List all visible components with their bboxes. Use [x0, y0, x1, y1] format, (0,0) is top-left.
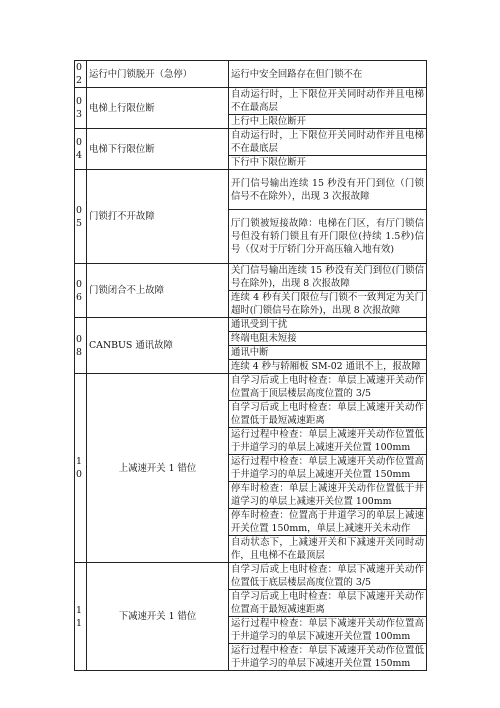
- fault-condition-cell: 通讯受到干扰: [229, 318, 427, 332]
- fault-name-cell: 电梯上行限位断: [87, 88, 229, 129]
- fault-name-cell: 门锁打不开故障: [87, 170, 229, 264]
- fault-code-cell: 03: [75, 88, 87, 129]
- table-row: [75, 318, 427, 332]
- fault-table-body: [75, 61, 427, 671]
- fault-condition-cell: 自学习后或上电时检查：单层下减速开关动作位置低于底层楼层高度位置的 3/5: [229, 563, 427, 590]
- fault-name-cell: 运行中门锁脱开（急停）: [87, 61, 229, 88]
- fault-condition-cell: 运行中安全回路存在但门锁不在: [229, 61, 427, 88]
- fault-condition-cell: 停车时检查：位置高于井道学习的单层上减速开关位置 150mm，单层上减速开关未动作: [229, 509, 427, 536]
- fault-code-cell: 05: [75, 170, 87, 264]
- table-row: [75, 88, 427, 115]
- table-row: [75, 563, 427, 590]
- fault-condition-cell: 连续 4 秒有关门限位与门锁不一致判定为关门超时(门锁信号在除外)，出现 8 次报故障: [229, 291, 427, 318]
- table-row: [75, 170, 427, 210]
- fault-condition-cell: 开门信号输出连续 15 秒没有开门到位（门锁信号不在除外），出现 3 次报故障: [229, 170, 427, 210]
- fault-condition-cell: 自学习后或上电时检查：单层下减速开关动作位置高于最短减速距离: [229, 590, 427, 617]
- table-row: [75, 264, 427, 291]
- table-row: [75, 61, 427, 88]
- fault-condition-cell: 下行中下限位断开: [229, 156, 427, 170]
- table-row: [75, 374, 427, 401]
- fault-condition-cell: 运行过程中检查：单层下减速开关动作位置高于井道学习的单层下减速开关位置 100mm: [229, 617, 427, 644]
- fault-condition-cell: 自学习后或上电时检查：单层上减速开关动作位置高于顶层楼层高度位置的 3/5: [229, 374, 427, 401]
- fault-name-cell: 电梯下行限位断: [87, 129, 229, 170]
- fault-condition-cell: 连续 4 秒与轿厢板 SM-02 通讯不上，报故障: [229, 360, 427, 374]
- fault-condition-cell: 运行过程中检查：单层上减速开关动作位置高于井道学习的单层上减速开关位置 150mm: [229, 455, 427, 482]
- fault-code-cell: 10: [75, 374, 87, 563]
- fault-code-cell: 11: [75, 563, 87, 671]
- fault-condition-cell: 上行中上限位断开: [229, 115, 427, 129]
- fault-code-cell: 06: [75, 264, 87, 318]
- fault-code-cell: 04: [75, 129, 87, 170]
- fault-name-cell: 门锁闭合不上故障: [87, 264, 229, 318]
- fault-name-cell: 上减速开关 1 错位: [87, 374, 229, 563]
- fault-condition-cell: 自动运行时，上下限位开关同时动作并且电梯不在最底层: [229, 129, 427, 156]
- fault-condition-cell: 关门信号输出连续 15 秒没有关门到位(门锁信号在除外)，出现 8 次报故障: [229, 264, 427, 291]
- fault-condition-cell: 通讯中断: [229, 346, 427, 360]
- fault-name-cell: CANBUS 通讯故障: [87, 318, 229, 374]
- fault-code-table: [74, 60, 427, 671]
- fault-condition-cell: 自动状态下，上减速开关和下减速开关同时动作，且电梯不在最顶层: [229, 536, 427, 563]
- table-row: [75, 129, 427, 156]
- fault-name-cell: 下减速开关 1 错位: [87, 563, 229, 671]
- fault-code-cell: 08: [75, 318, 87, 374]
- fault-condition-cell: 运行过程中检查：单层下减速开关动作位置低于井道学习的单层下减速开关位置 150mm: [229, 644, 427, 671]
- fault-condition-cell: 停车时检查：单层上减速开关动作位置低于井道学习的单层上减速开关位置 100mm: [229, 482, 427, 509]
- fault-condition-cell: 厅门锁被短接故障：电梯在门区，有厅门锁信号但没有轿门锁且有开门限位(持续 1.5秒)信号（仅对于厅轿门分开高压输入地有效): [229, 210, 427, 264]
- fault-condition-cell: 自动运行时，上下限位开关同时动作并且电梯不在最高层: [229, 88, 427, 115]
- fault-condition-cell: 运行过程中检查：单层上减速开关动作位置低于井道学习的单层上减速开关位置 100mm: [229, 428, 427, 455]
- fault-condition-cell: 自学习后或上电时检查：单层上减速开关动作位置低于最短减速距离: [229, 401, 427, 428]
- fault-condition-cell: 终端电阻未短接: [229, 332, 427, 346]
- fault-code-cell: 02: [75, 61, 87, 88]
